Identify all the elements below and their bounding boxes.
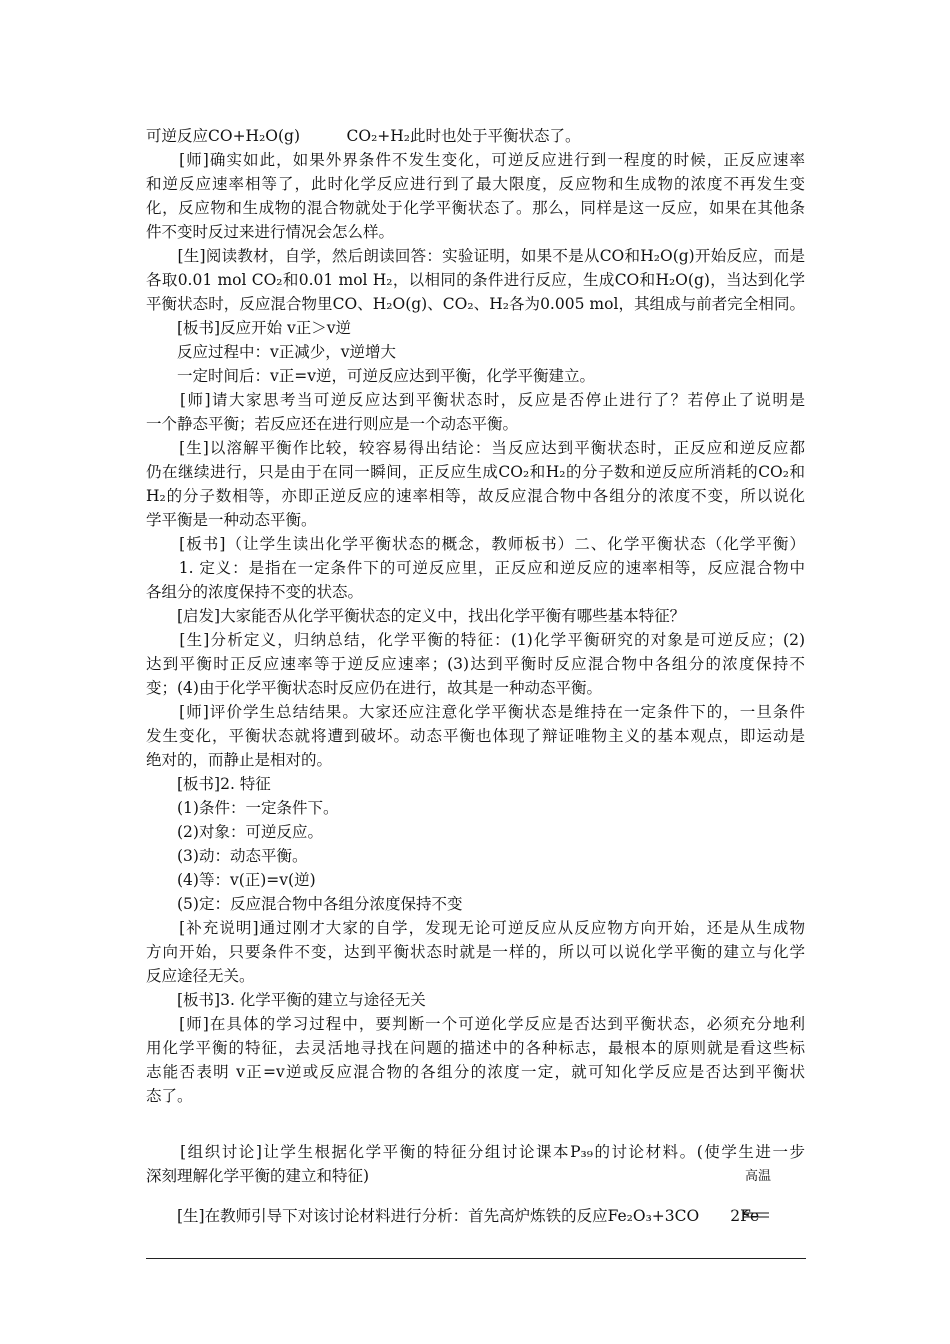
- definition-line-1: 1. 定义：是指在一定条件下的可逆反应里，正反应和逆反应的速率相等，反应混合物中: [146, 559, 805, 577]
- text-line-7: 各取0.01 mol CO₂和0.01 mol H₂，以相同的条件进行反应，生成CO和H₂O(g)，当达到化学: [146, 271, 805, 289]
- text-line-41: 态了。: [146, 1087, 193, 1105]
- text-line-14: [生]以溶解平衡作比较，较容易得出结论：当反应达到平衡状态时，正反应和逆反应都: [146, 439, 805, 457]
- text-line-6: [生]阅读教材，自学，然后朗读回答：实验证明，如果不是从CO和H₂O(g)开始反应，而是: [146, 247, 805, 265]
- feature-item-2: (2)对象：可逆反应。: [146, 823, 323, 841]
- text-line-13: 一个静态平衡；若反应还在进行则应是一个动态平衡。: [146, 415, 519, 433]
- text-line-35: 方向开始，只要条件不变，达到平衡状态时就是一样的，所以可以说化学平衡的建立与化学: [146, 943, 805, 961]
- text-line-21: [启发]大家能否从化学平衡状态的定义中，找出化学平衡有哪些基本特征？: [146, 607, 686, 625]
- text-line-1: 可逆反应CO+H₂O(g) CO₂+H₂此时也处于平衡状态了。: [146, 127, 581, 145]
- equilibrium-arrow-icon: [741, 1209, 771, 1221]
- text-line-39: 用化学平衡的特征，去灵活地寻找在问题的描述中的各种标志，最根本的原则就是看这些标: [146, 1039, 805, 1057]
- text-line-8: 平衡状态时，反应混合物里CO、H₂O(g)、CO₂、H₂各为0.005 mol，其组成与前者完全相同。: [146, 295, 805, 313]
- feature-item-1: (1)条件：一定条件下。: [146, 799, 339, 817]
- feature-item-4: (4)等：v(正)=v(逆): [146, 871, 316, 889]
- definition-line-2: 各组分的浓度保持不变的状态。: [146, 583, 364, 601]
- text-line-43: 深刻理解化学平衡的建立和特征): [146, 1167, 370, 1185]
- text-line-15: 仍在继续进行，只是由于在同一瞬间，正反应生成CO₂和H₂的分子数和逆反应所消耗的CO₂和: [146, 463, 805, 481]
- text-line-42: [组织讨论]让学生根据化学平衡的特征分组讨论课本P₃₉的讨论材料。(使学生进一步: [146, 1143, 805, 1161]
- text-line-22: [生]分析定义，归纳总结，化学平衡的特征：(1)化学平衡研究的对象是可逆反应；(2): [146, 631, 805, 649]
- text-line-10: 反应过程中：v正减少，v逆增大: [146, 343, 397, 361]
- text-line-16: H₂的分子数相等，亦即正逆反应的速率相等，故反应混合物中各组分的浓度不变，所以说化: [146, 487, 805, 505]
- text-line-37: [板书]3. 化学平衡的建立与途径无关: [146, 991, 426, 1009]
- text-line-3: 和逆反应速率相等了，此时化学反应进行到了最大限度，反应物和生成物的浓度不再发生变: [146, 175, 805, 193]
- text-line-27: 绝对的，而静止是相对的。: [146, 751, 333, 769]
- reaction-condition-label: 高温: [745, 1169, 772, 1184]
- text-line-11: 一定时间后：v正=v逆，可逆反应达到平衡，化学平衡建立。: [146, 367, 596, 385]
- page-bottom-rule: [146, 1258, 806, 1259]
- text-line-38: [师]在具体的学习过程中，要判断一个可逆化学反应是否达到平衡状态，必须充分地利: [146, 1015, 805, 1033]
- text-line-17: 学平衡是一种动态平衡。: [146, 511, 317, 529]
- text-line-25: [师]评价学生总结结果。大家还应注意化学平衡状态是维持在一定条件下的，一旦条件: [146, 703, 805, 721]
- feature-item-5: (5)定：反应混合物中各组分浓度保持不变: [146, 895, 463, 913]
- text-line-9: [板书]反应开始 v正＞v逆: [146, 319, 352, 337]
- text-line-26: 发生变化，平衡状态就将遭到破坏。动态平衡也体现了辩证唯物主义的基本观点，即运动是: [146, 727, 805, 745]
- text-line-2: [师]确实如此，如果外界条件不发生变化，可逆反应进行到一程度的时候，正反应速率: [146, 151, 805, 169]
- text-line-36: 反应途径无关。: [146, 967, 255, 985]
- text-line-18: [板书]（让学生读出化学平衡状态的概念，教师板书）二、化学平衡状态（化学平衡）: [146, 535, 805, 553]
- text-line-34: [补充说明]通过刚才大家的自学，发现无论可逆反应从反应物方向开始，还是从生成物: [146, 919, 805, 937]
- text-line-24: 变；(4)由于化学平衡状态时反应仍在进行，故其是一种动态平衡。: [146, 679, 602, 697]
- text-line-44: [生]在教师引导下对该讨论材料进行分析：首先高炉炼铁的反应Fe₂O₃+3CO 2Fe: [146, 1207, 760, 1225]
- text-line-5: 件不变时反过来进行情况会怎么样。: [146, 223, 395, 241]
- text-line-4: 化，反应物和生成物的混合物就处于化学平衡状态了。那么，同样是这一反应，如果在其他条: [146, 199, 805, 217]
- text-line-40: 志能否表明 v正=v逆或反应混合物的各组分的浓度一定，就可知化学反应是否达到平衡状: [146, 1063, 805, 1081]
- text-line-12: [师]请大家思考当可逆反应达到平衡状态时，反应是否停止进行了？若停止了说明是: [146, 391, 805, 409]
- feature-item-3: (3)动：动态平衡。: [146, 847, 308, 865]
- text-line-28: [板书]2. 特征: [146, 775, 271, 793]
- text-line-23: 达到平衡时正反应速率等于逆反应速率；(3)达到平衡时反应混合物中各组分的浓度保持不: [146, 655, 805, 673]
